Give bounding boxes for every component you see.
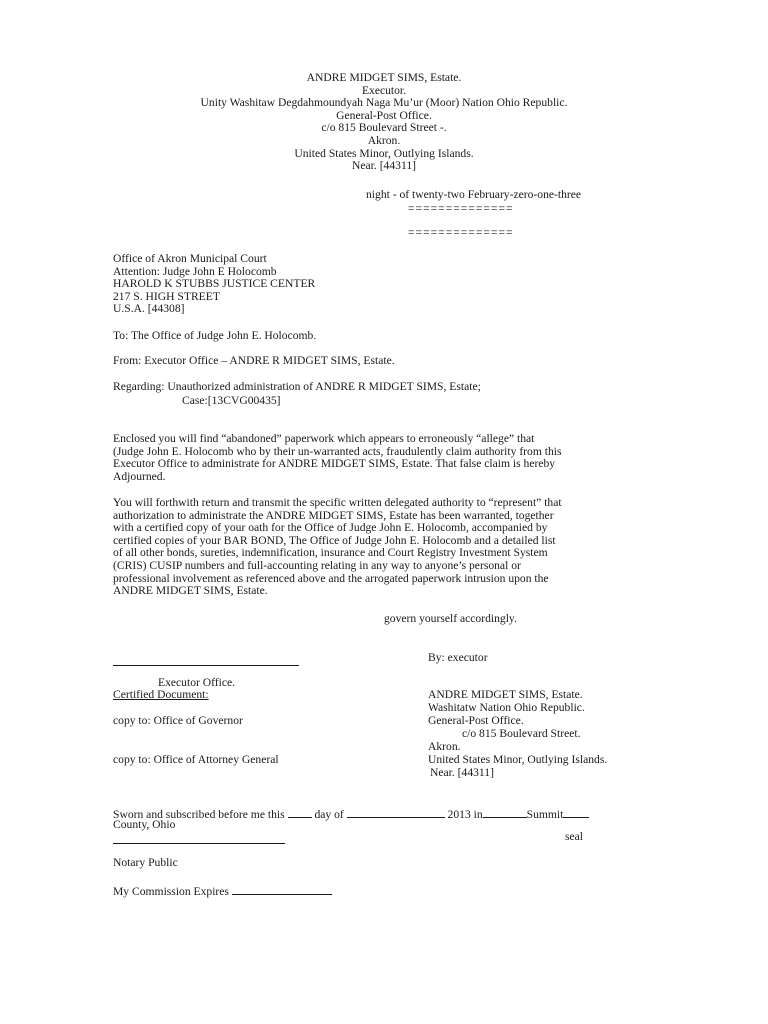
recipient-block [113, 253, 315, 316]
paragraph-line: authorization to administrate the ANDRE MIDGET SIMS, Estate has been warranted, together [113, 508, 554, 522]
paragraph-line: (CRIS) CUSIP numbers and full-accounting relating in any way to anyone’s personal or [113, 558, 521, 572]
day-blank [288, 806, 312, 818]
sender-post-office: General-Post Office. [428, 714, 524, 727]
separator-1: ============== [408, 202, 514, 215]
date-line: night - of twenty-two February-zero-one-three [366, 188, 582, 201]
paragraph-line: Adjourned. [113, 469, 166, 483]
notary-signature-line [113, 843, 285, 844]
paragraph-line: professional involvement as referenced above and the arrogated paperwork intrusion upon the [113, 571, 549, 585]
paragraph-line: Enclosed you will find “abandoned” paperwork which appears to erroneously “allege” that [113, 432, 535, 445]
case-number: Case:[13CVG00435] [182, 394, 281, 407]
sender-nation: Washitatw Nation Ohio Republic. [428, 701, 585, 714]
sender-city: Akron. [428, 740, 461, 753]
certified-document-label: Certified Document: [113, 688, 209, 701]
header-block [0, 72, 768, 173]
copy-to-attorney-general: copy to: Office of Attorney General [113, 753, 279, 766]
signature-caption: Executor Office. [158, 676, 236, 689]
header-line: Executor. [361, 83, 407, 97]
year-text: 2013 in [447, 808, 483, 821]
header-line: Near. [44311] [352, 159, 416, 173]
commission-line [113, 883, 332, 899]
recipient-line: U.S.A. [44308] [113, 302, 185, 316]
header-line: United States Minor, Outlying Islands. [294, 146, 474, 160]
sender-street: c/o 815 Boulevard Street. [462, 727, 581, 740]
recipient-line: HAROLD K STUBBS JUSTICE CENTER [113, 277, 316, 291]
commission-text: My Commission Expires [113, 885, 229, 898]
regarding-line: Regarding: Unauthorized administration of ANDRE R MIDGET SIMS, Estate; [113, 380, 481, 393]
paragraph-line: of all other bonds, sureties, indemnification, insurance and Court Registry Investment System [113, 546, 548, 560]
recipient-line: 217 S. HIGH STREET [113, 289, 220, 303]
separator-2: ============== [408, 226, 514, 239]
sender-name: ANDRE MIDGET SIMS, Estate. [428, 688, 583, 701]
paragraph-line: (Judge John E. Holocomb who by their un-warranted acts, fraudulently claim authority from this [113, 444, 562, 458]
paragraph-1 [113, 433, 562, 483]
recipient-line: Office of Akron Municipal Court [113, 252, 267, 265]
paragraph-line: You will forthwith return and transmit the specific written delegated authority to “represent” that [113, 496, 562, 509]
signature-line [113, 665, 299, 666]
county-text: County, Ohio [113, 818, 176, 831]
summit-blank [563, 806, 589, 818]
header-line: c/o 815 Boulevard Street -. [321, 121, 447, 135]
copy-to-governor: copy to: Office of Governor [113, 714, 243, 727]
header-line: ANDRE MIDGET SIMS, Estate. [306, 71, 462, 84]
seal-label: seal [565, 830, 584, 843]
place-blank [483, 806, 527, 818]
paragraph-line: Executor Office to administrate for ANDRE MIDGET SIMS, Estate. That false claim is hereby [113, 457, 556, 471]
header-line: Unity Washitaw Degdahmoundyah Naga Mu’ur (Moor) Nation Ohio Republic. [200, 96, 568, 110]
sender-zip: Near. [44311] [430, 766, 494, 779]
paragraph-2 [113, 497, 562, 598]
paragraph-line: certified copies of your BAR BOND, The Office of Judge John E. Holocomb and a detailed list [113, 533, 556, 547]
day-of-text: day of [314, 808, 344, 821]
commission-blank [232, 883, 332, 895]
to-line: To: The Office of Judge John E. Holocomb. [113, 329, 317, 342]
sworn-line [113, 806, 589, 822]
sender-territory: United States Minor, Outlying Islands. [428, 753, 608, 766]
summit-text: Summit [526, 808, 564, 821]
header-line: Akron. [367, 133, 401, 147]
month-blank [347, 806, 445, 818]
header-line: General-Post Office. [336, 108, 432, 122]
paragraph-line: ANDRE MIDGET SIMS, Estate. [113, 584, 268, 598]
closing-line: govern yourself accordingly. [384, 612, 517, 625]
notary-public-label: Notary Public [113, 856, 178, 869]
recipient-line: Attention: Judge John E Holocomb [113, 264, 277, 278]
paragraph-line: with a certified copy of your oath for the Office of Judge John E. Holocomb, accompanied by [113, 521, 548, 535]
from-line: From: Executor Office – ANDRE R MIDGET SIMS, Estate. [113, 354, 395, 367]
by-line: By: executor [428, 651, 488, 664]
sworn-text: Sworn and subscribed before me this [113, 808, 285, 821]
